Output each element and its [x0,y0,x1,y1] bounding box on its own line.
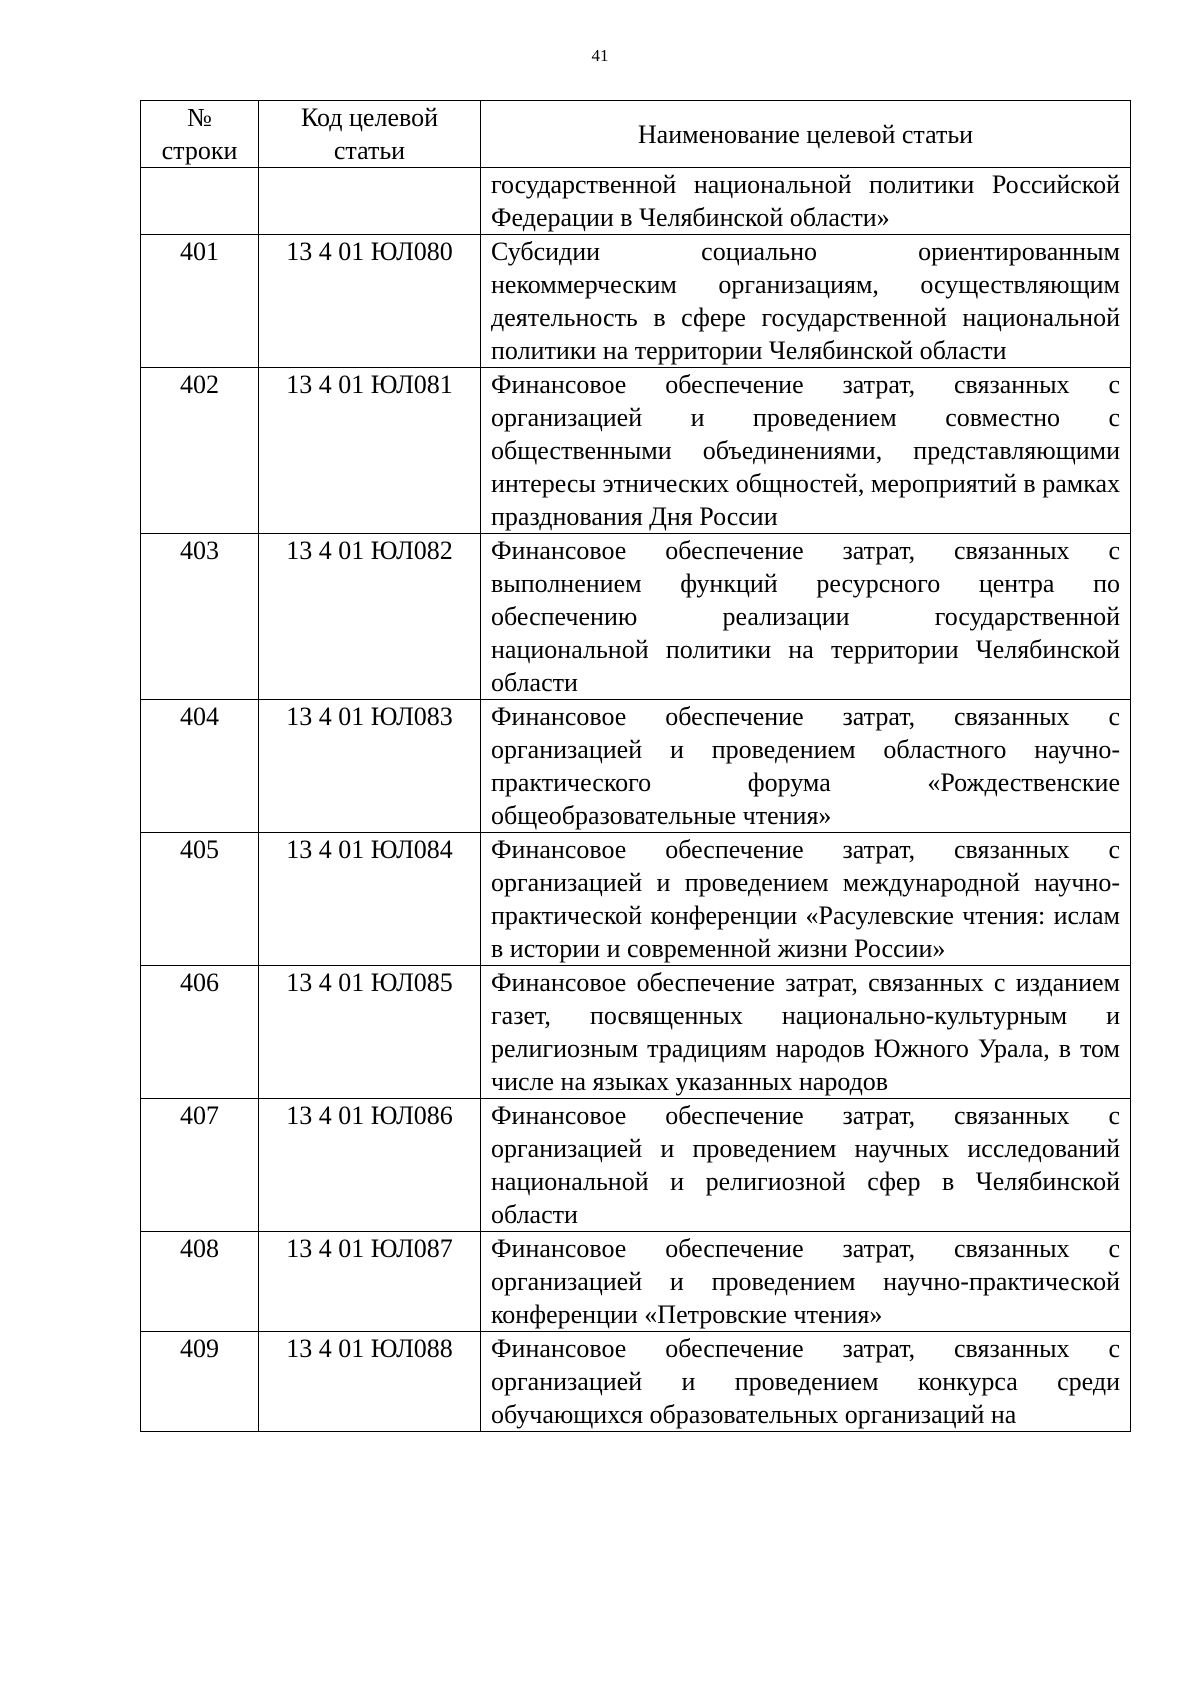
table-row [141,368,1131,534]
article-code-cell: 13 4 01 ЮЛ085 [259,966,481,1099]
row-number-cell: 401 [141,235,259,368]
article-code-cell: 13 4 01 ЮЛ088 [259,1332,481,1432]
header-row-number-line2: строки [161,136,238,165]
table-row [141,966,1131,1099]
target-articles-table [140,100,1131,1432]
header-article-code-line2: статьи [333,136,406,165]
header-article-name: Наименование целевой статьи [481,101,1131,168]
row-number-cell [141,168,259,235]
table-header-row [141,101,1131,168]
article-code-cell: 13 4 01 ЮЛ086 [259,1099,481,1232]
table-row [141,700,1131,833]
table-row [141,1332,1131,1432]
article-name-cell: Финансовое обеспечение затрат, связанных с организацией и проведением областного научно-практического форума «Рождественские общеобразовательные чтения» [481,700,1131,833]
row-number-cell: 403 [141,534,259,700]
table-row [141,1099,1131,1232]
table-row [141,833,1131,966]
article-name-cell: Субсидии социально ориентированным некоммерческим организациям, осуществляющим деятельность в сфере государственной национальной политики на территории Челябинской области [481,235,1131,368]
header-row-number-line1: № [187,103,212,132]
table-row [141,534,1131,700]
article-name-cell: Финансовое обеспечение затрат, связанных с выполнением функций ресурсного центра по обеспечению реализации государственной национальной политики на территории Челябинской области [481,534,1131,700]
row-number-cell: 408 [141,1232,259,1332]
article-name-cell: государственной национальной политики Российской Федерации в Челябинской области» [481,168,1131,235]
article-name-cell: Финансовое обеспечение затрат, связанных с организацией и проведением научно-практической конференции «Петровские чтения» [481,1232,1131,1332]
table-row [141,235,1131,368]
table-body [141,168,1131,1432]
table-header [141,101,1131,168]
article-name-cell: Финансовое обеспечение затрат, связанных с организацией и проведением международной научно- практической конференции «Расулевские чтения: ислам в истории и современной жизни России» [481,833,1131,966]
article-code-cell: 13 4 01 ЮЛ082 [259,534,481,700]
article-name-cell: Финансовое обеспечение затрат, связанных с изданием газет, посвященных национально-культурным и религиозным традициям народов Южного Урала, в том числе на языках указанных народов [481,966,1131,1099]
header-row-number [141,101,259,168]
row-number-cell: 405 [141,833,259,966]
table-row [141,1232,1131,1332]
article-name-cell: Финансовое обеспечение затрат, связанных с организацией и проведением научных исследований национальной и религиозной сфер в Челябинской области [481,1099,1131,1232]
header-article-code-line1: Код целевой [300,103,438,132]
row-number-cell: 406 [141,966,259,1099]
article-code-cell: 13 4 01 ЮЛ080 [259,235,481,368]
row-number-cell: 407 [141,1099,259,1232]
article-code-cell: 13 4 01 ЮЛ081 [259,368,481,534]
header-article-code [259,101,481,168]
table-row [141,168,1131,235]
article-name-cell: Финансовое обеспечение затрат, связанных с организацией и проведением совместно с общественными объединениями, представляющими интересы этнических общностей, мероприятий в рамках празднования Дня России [481,368,1131,534]
article-code-cell: 13 4 01 ЮЛ083 [259,700,481,833]
page-number: 41 [591,46,609,65]
article-name-cell: Финансовое обеспечение затрат, связанных с организацией и проведением конкурса среди обучающихся образовательных организаций на [481,1332,1131,1432]
row-number-cell: 409 [141,1332,259,1432]
article-code-cell: 13 4 01 ЮЛ087 [259,1232,481,1332]
row-number-cell: 404 [141,700,259,833]
row-number-cell: 402 [141,368,259,534]
article-code-cell [259,168,481,235]
article-code-cell: 13 4 01 ЮЛ084 [259,833,481,966]
